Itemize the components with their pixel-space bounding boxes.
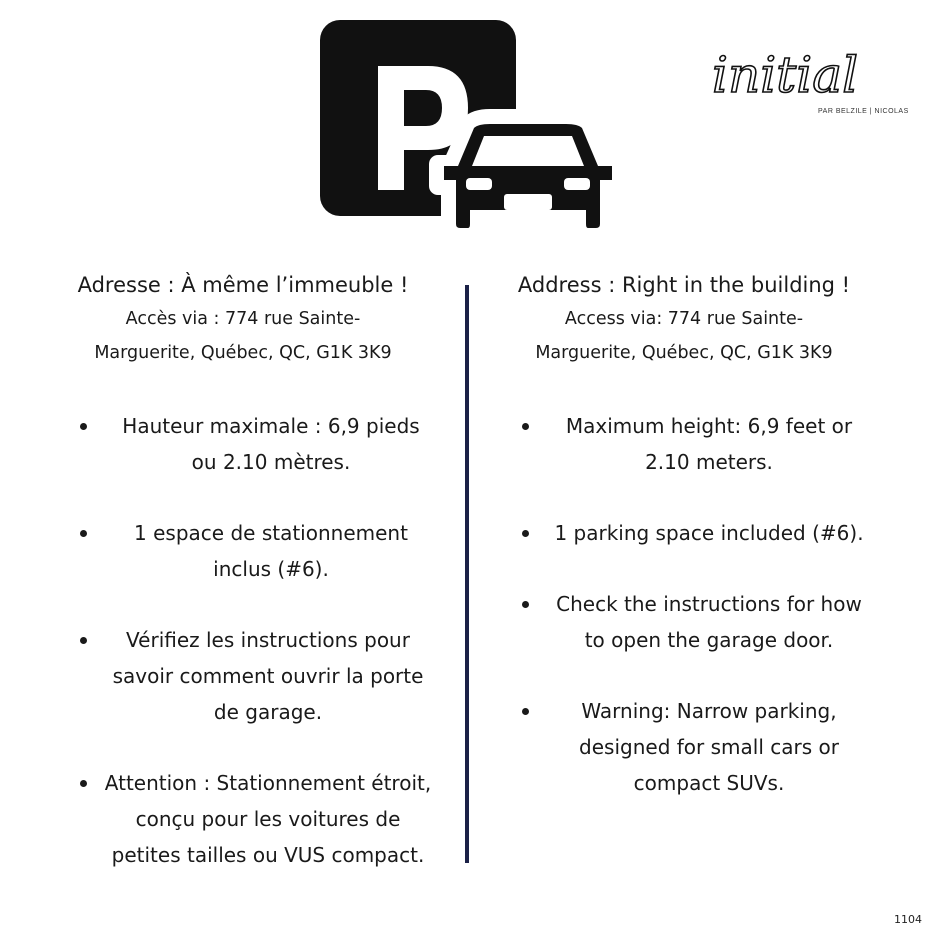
list-item: [52, 765, 434, 873]
english-bullet-text: Maximum height: 6,9 feet or 2.10 meters.: [565, 414, 853, 474]
english-bullet-text: Check the instructions for how to open the garage door.: [556, 592, 862, 652]
english-bullet-text: 1 parking space included (#6).: [554, 521, 864, 545]
bullet-dot-icon: [80, 530, 87, 537]
french-bullet-text: Vérifiez les instructions pour savoir comment ouvrir la porte de garage.: [112, 628, 424, 724]
list-item: [494, 693, 874, 801]
svg-text:initial: initial: [712, 46, 859, 104]
bullet-dot-icon: [522, 708, 529, 715]
english-access-line2: Marguerite, Québec, QC, G1K 3K9: [535, 343, 833, 363]
list-item: [494, 586, 874, 658]
brand-logo: [708, 30, 918, 122]
logo-tagline: PAR BELZILE | NICOLAS: [818, 108, 909, 115]
french-bullet-text: Attention : Stationnement étroit, conçu pour les voitures de petites tailles ou VUS compact.: [104, 771, 432, 867]
english-bullet-list: [494, 408, 874, 801]
bullet-dot-icon: [80, 637, 87, 644]
bullet-dot-icon: [522, 530, 529, 537]
bullet-dot-icon: [522, 423, 529, 430]
list-item: [52, 622, 434, 730]
french-column: [52, 268, 434, 908]
french-bullet-list: [52, 408, 434, 873]
bullet-dot-icon: [80, 780, 87, 787]
list-item: [494, 515, 874, 551]
french-bullet-text: Hauteur maximale : 6,9 pieds ou 2.10 mètres.: [122, 414, 420, 474]
list-item: [52, 515, 434, 587]
column-divider: [465, 285, 469, 863]
english-column: [494, 268, 874, 836]
list-item: [494, 408, 874, 480]
list-item: [52, 408, 434, 480]
french-access-line1: Accès via : 774 rue Sainte-: [125, 309, 361, 329]
english-access-line1: Access via: 774 rue Sainte-: [564, 309, 804, 329]
french-bullet-text: 1 espace de stationnement inclus (#6).: [134, 521, 408, 581]
bullet-dot-icon: [522, 601, 529, 608]
footer-code: 1104: [894, 913, 922, 926]
french-access-line2: Marguerite, Québec, QC, G1K 3K9: [94, 343, 392, 363]
parking-car-icon: [318, 18, 623, 240]
logo-wordmark-icon: [708, 30, 918, 108]
english-bullet-text: Warning: Narrow parking, designed for small cars or compact SUVs.: [579, 699, 839, 795]
bullet-dot-icon: [80, 423, 87, 430]
french-address-title: Adresse : À même l’immeuble !: [77, 273, 409, 297]
english-address-title: Address : Right in the building !: [517, 273, 851, 297]
